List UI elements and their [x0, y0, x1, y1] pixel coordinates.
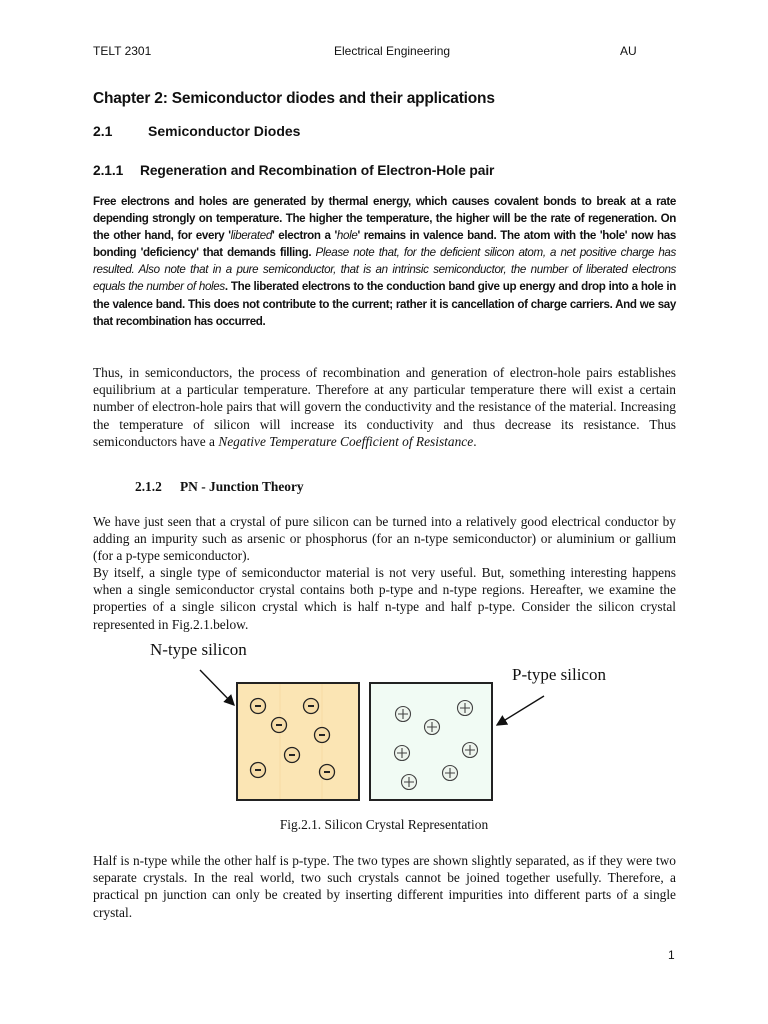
section-number: 2.1	[93, 123, 113, 139]
section-title: Semiconductor Diodes	[148, 123, 301, 139]
header-department: Electrical Engineering	[334, 44, 451, 58]
figure-caption: Fig.2.1. Silicon Crystal Representation	[279, 817, 489, 832]
text-run: Free electrons and holes are generated by thermal energy, which causes covalent bonds to break at a rate depending strongly on temperature. The higher the temperature, the higher will be the rate of regeneration. On the other hand, for every '	[93, 195, 676, 243]
italic-run: Please note that, for the deficient silicon atom, a net positive charge has resulted. Also note that in a pure semiconductor, that is an intrinsic semiconductor, the number of liberated electrons equals the number of holes	[93, 246, 676, 294]
text-run: ' remains in valence band. The atom with the 'hole' now has bonding 'deficiency' that demands filling.	[93, 229, 676, 260]
subsection-heading-2-1-1	[93, 163, 494, 178]
subsection-number: 2.1.2	[135, 479, 162, 494]
paragraph-pn-junction: Half is n-type while the other half is p-type. The two types are shown slightly separated, as if they were two separate crystals. In the real world, two such crystals cannot be joined together usefully. Therefore, a practical pn junction can only be created by inserting different impurities into different parts of a single crystal.	[93, 853, 676, 920]
italic-run: hole	[336, 229, 358, 243]
page-number: 1	[668, 948, 675, 962]
paragraph-regeneration	[93, 193, 676, 330]
subsection-title: PN - Junction Theory	[180, 479, 304, 494]
section-heading	[93, 123, 300, 139]
paragraph-equilibrium	[93, 364, 676, 450]
p-type-region	[370, 683, 492, 800]
figure-silicon-crystal	[140, 640, 640, 810]
subsection-number: 2.1.1	[93, 163, 124, 178]
text-run: ' electron a '	[271, 229, 337, 243]
chapter-title: Chapter 2: Semiconductor diodes and their applications	[93, 90, 495, 107]
p-type-label: P-type silicon	[512, 665, 606, 684]
header-course-code: TELT 2301	[93, 44, 152, 58]
p-arrow-icon	[497, 696, 544, 725]
crystal-diagram	[140, 640, 640, 810]
paragraph-pn-regions: By itself, a single type of semiconductor material is not very useful. But, something interesting happens when a single semiconductor crystal contains both p-type and n-type regions. Hereafter, we examine the properties of a single silicon crystal which is half n-type and half p-type. Consider the silicon crystal represented in Fig.2.1.below.	[93, 565, 676, 632]
text-run: Thus, in semiconductors, the process of recombination and generation of electron-hole pairs establishes equilibrium at a particular temperature. Therefore at any particular temperature there will exist a certain number of electron-hole pairs that will govern the conductivity and the resistance of the material. Increasing the temperature of silicon will increase its conductivity and thus decrease its resistance. Thus semiconductors have a	[93, 365, 676, 449]
paragraph-pure-silicon: We have just seen that a crystal of pure silicon can be turned into a relatively good electrical conductor by adding an impurity such as arsenic or phosphorus (for an n-type semiconductor) or aluminium or gallium (for a p-type semiconductor).	[93, 514, 676, 564]
text-run: .	[473, 433, 477, 449]
subsection-heading-2-1-2	[135, 479, 304, 495]
header-institution: AU	[620, 44, 637, 58]
n-type-label: N-type silicon	[150, 640, 247, 659]
n-arrow-icon	[200, 670, 234, 705]
italic-run: Negative Temperature Coefficient of Resistance	[218, 433, 474, 449]
text-run: . The liberated electrons to the conduction band give up energy and drop into a hole in the valence band. This does not contribute to the current; rather it is cancellation of charge carriers. And we say that recombination has occurred.	[93, 280, 677, 328]
italic-run: liberated	[230, 229, 272, 243]
subsection-title: Regeneration and Recombination of Electron-Hole pair	[140, 163, 495, 178]
